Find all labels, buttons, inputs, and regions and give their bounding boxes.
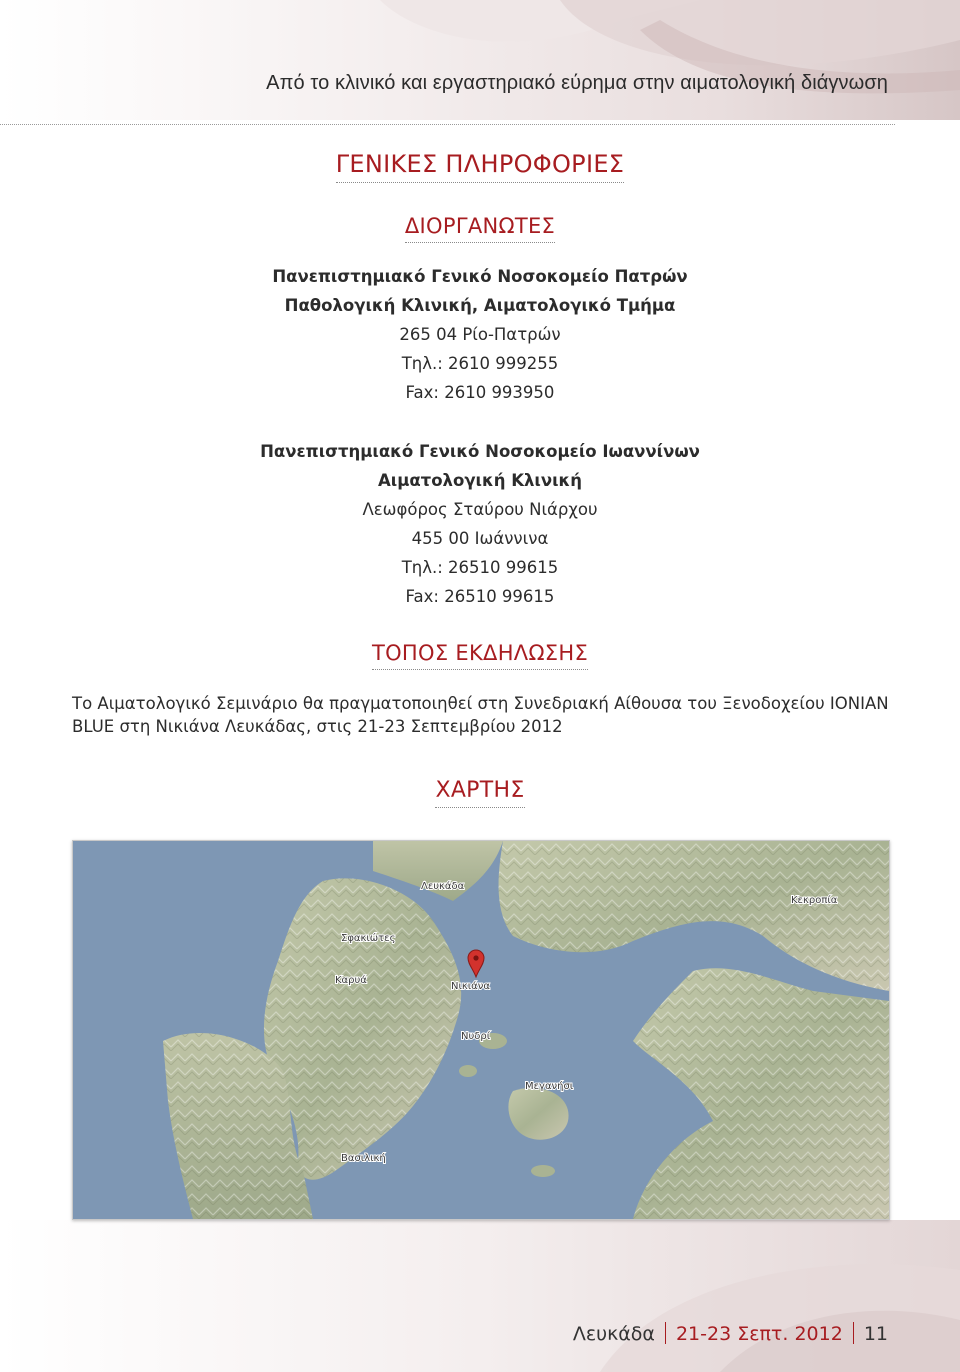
map-islet [459,1065,477,1077]
organizer-department: Παθολογική Κλινική, Αιματολογικό Τμήμα [284,296,676,315]
organizer-name: Πανεπιστημιακό Γενικό Νοσοκομείο Ιωαννίνων [260,442,700,461]
organizer-patras-block [0,262,960,407]
map-label-vasiliki: Βασιλική [341,1153,386,1164]
location-map[interactable] [72,840,890,1220]
organizer-fax: Fax: 26510 99615 [405,587,555,606]
venue-heading: ΤΟΠΟΣ ΕΚΔΗΛΩΣΗΣ [372,641,588,670]
map-label-kekropia: Κεκροπία [791,895,838,906]
general-info-heading-wrap [0,150,960,183]
map-heading-wrap [0,778,960,808]
organizer-name: Πανεπιστημιακό Γενικό Νοσοκομείο Πατρών [272,267,688,286]
organizers-heading-wrap [0,214,960,243]
organizer-address: 265 04 Ρίο-Πατρών [399,325,561,344]
header-background-art [0,0,960,120]
organizer-phone: Τηλ.: 26510 99615 [401,558,559,577]
map-canvas [73,841,889,1219]
map-label-karya: Καρυά [335,975,367,986]
map-heading: ΧΑΡΤΗΣ [435,778,524,808]
organizer-city: 455 00 Ιωάννινα [411,529,549,548]
organizer-fax: Fax: 2610 993950 [405,383,555,402]
map-islet [531,1165,555,1177]
map-label-nydri: Νυδρί [461,1031,491,1042]
footer-place: Λευκάδα [572,1323,655,1345]
general-info-heading: ΓΕΝΙΚΕΣ ΠΛΗΡΟΦΟΡΙΕΣ [336,150,625,183]
footer-separator [665,1322,666,1344]
footer-background-art [0,1220,960,1372]
map-label-nikiana: Νικιάνα [451,981,490,992]
map-label-meganisi: Μεγανήσι [525,1081,574,1092]
venue-heading-wrap [0,641,960,670]
organizers-heading: ΔΙΟΡΓΑΝΩΤΕΣ [405,214,555,243]
header-divider [0,124,895,125]
organizer-phone: Τηλ.: 2610 999255 [401,354,559,373]
map-label-lefkada: Λευκάδα [421,881,465,892]
footer-dates: 21-23 Σεπτ. 2012 [675,1323,843,1345]
organizer-department: Αιματολογική Κλινική [378,471,582,490]
venue-description: Το Αιματολογικό Σεμινάριο θα πραγματοποιηθεί στη Συνεδριακή Αίθουσα του Ξενοδοχείου IONIAN BLUE στη Νικιάνα Λευκάδας, στις 21-23 Σεπτεμβρίου 2012 [72,694,889,736]
footer-separator [853,1322,854,1344]
page-number: 11 [863,1323,888,1345]
map-label-sfakiotes: Σφακιώτες [341,933,396,944]
page-footer [573,1322,888,1345]
organizer-street: Λεωφόρος Σταύρου Νιάρχου [362,500,598,519]
running-header-title: Από το κλινικό και εργαστηριακό εύρημα στην αιματολογική διάγνωση [266,72,888,94]
organizer-ioannina-block [0,437,960,611]
